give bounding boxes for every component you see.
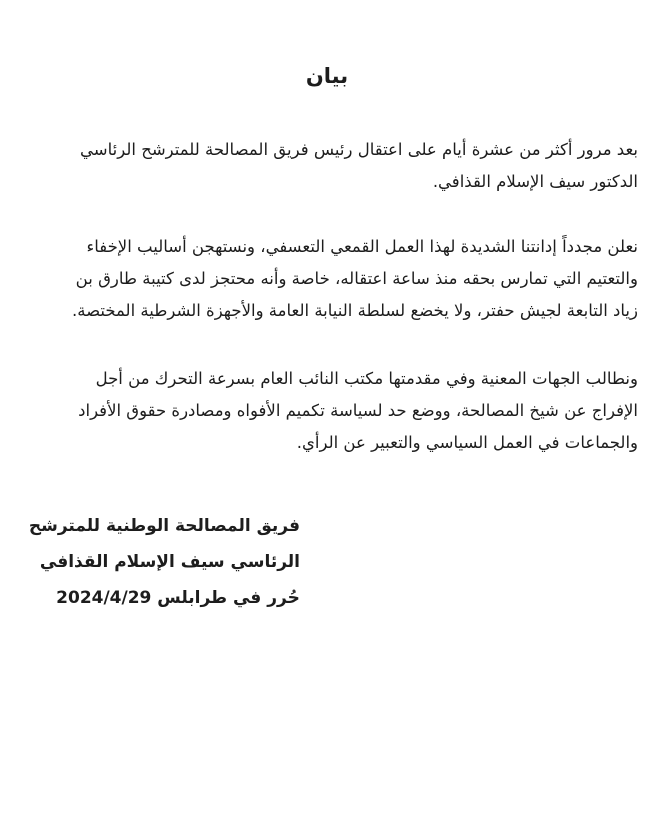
signature-candidate-line: الرئاسي سيف الإسلام القذافي: [39, 552, 300, 572]
paragraph-arrest-news: بعد مرور أكثر من عشرة أيام على اعتقال رئيس فريق المصالحة للمترشح الرئاسي الدكتور سيف الإسلام القذافي.: [80, 140, 638, 191]
signature-block: [28, 508, 300, 616]
paragraph-demands: ونطالب الجهات المعنية وفي مقدمتها مكتب النائب العام بسرعة التحرك من أجل الإفراج عن شيخ المصالحة، ووضع حد لسياسة تكميم الأفواه ومصادرة حقوق الأفراد والجماعات في العمل السياسي والتعبير عن الرأي.: [78, 369, 638, 452]
statement-title: بيان: [305, 64, 349, 88]
statement-body: [50, 134, 638, 492]
paragraph-condemnation: نعلن مجدداً إدانتنا الشديدة لهذا العمل القمعي التعسفي، ونستهجن أساليب الإخفاء والتعتيم التي تمارس بحقه منذ ساعة اعتقاله، خاصة وأنه محتجز لدى كتيبة طارق بن زياد التابعة لجيش حفتر، ولا يخضع لسلطة النيابة العامة والأجهزة الشرطية المختصة.: [71, 237, 638, 320]
signature-team-line: فريق المصالحة الوطنية للمترشح: [28, 516, 300, 536]
signature-date-line: حُرر في طرابلس 2024/4/29: [56, 588, 300, 608]
